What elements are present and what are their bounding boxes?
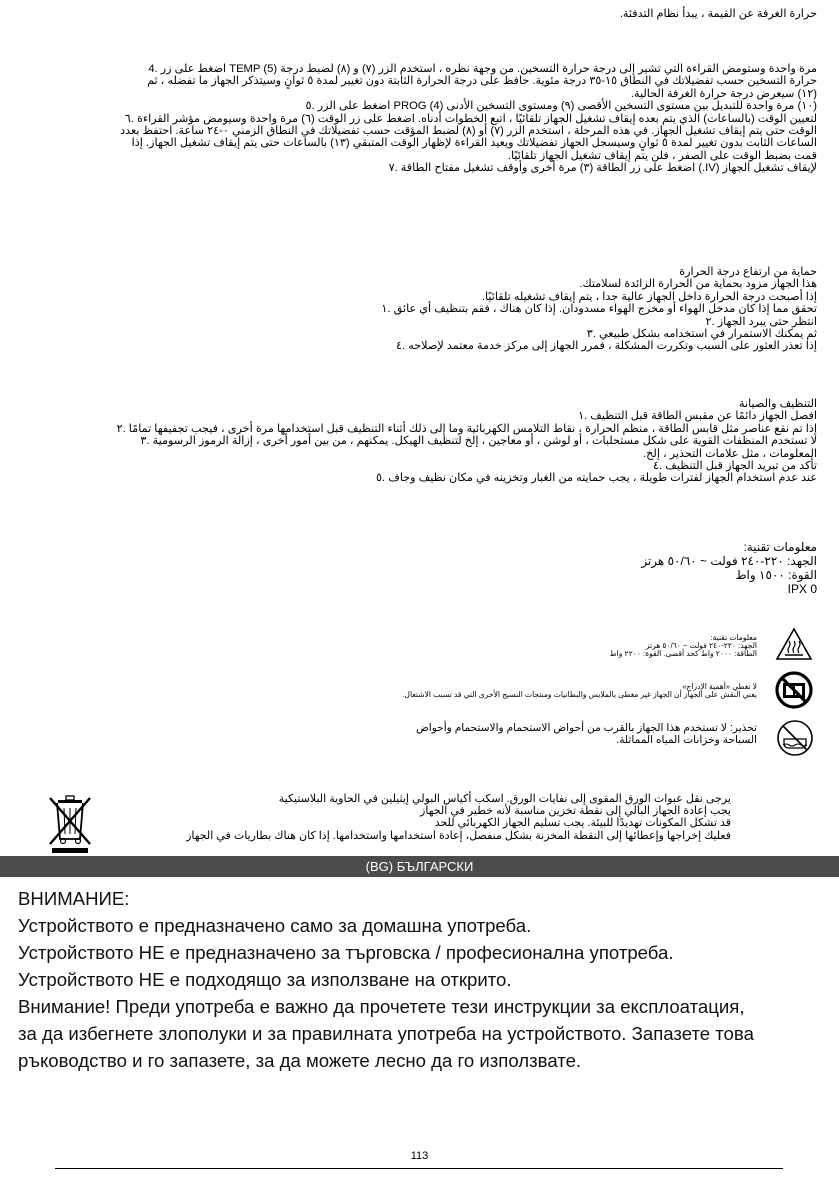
overheat-line: انتظر حتى يبرد الجهاز .٢ (705, 315, 817, 328)
overheat-section (381, 266, 817, 353)
overheat-line: تحقق مما إذا كان مدخل الهواء أو مخرج الهواء مسدودان. إذا كان هناك ، فقم بتنظيف أي عائق .١ (381, 303, 817, 316)
bg-line: Внимание! Преди употреба е важно да прочетете тези инструкции за експлоатация, (18, 996, 745, 1017)
bg-warning-heading: ВНИМАНИЕ: (18, 888, 130, 909)
footer-divider (55, 1168, 783, 1169)
hot-surface-icon (774, 626, 814, 667)
cleaning-line: لا تستخدم المنظفات القوية على شكل مستحلبات ، أو لوشن ، أو معاجين ، إلخ لتنظيف الهيكل. يمكنهم ، من بين أمور أخرى ، إزالة الرموز الرسومية .٣ (140, 435, 817, 448)
bg-line: ръководство и го запазете, за да можете лесно да го използвате. (18, 1050, 582, 1071)
do-not-cover-note (402, 683, 757, 699)
do-not-cover-icon (774, 671, 814, 714)
hot-surface-note (610, 634, 757, 659)
bath-note-line: السباحة وخزانات المياه المماثلة. (616, 734, 757, 746)
cover-note-line: لا تغطي «أهمية الإدراج» (682, 682, 757, 691)
tech-info (641, 540, 817, 596)
overheat-line: إذا تعذر العثور على السبب وتكررت المشكلة ، فمرر الجهاز إلى مركز خدمة معتمد لإصلاحه .٤ (396, 340, 817, 353)
no-bath-icon (775, 719, 815, 762)
cleaning-line: عند عدم استخدام الجهاز لفترات طويلة ، يجب حمايته من الغبار وتخزينه في مكان نظيف وجاف .٥ (376, 472, 817, 485)
language-banner: (BG) БЪЛГАРСКИ (0, 856, 839, 877)
intro-line: حرارة الغرفة عن القيمة ، يبدأ نظام التدفئة. (619, 8, 817, 20)
step-line: حرارة التسخين حسب تفضيلاتك في النطاق ١٥-٣٥ درجة مئوية. حافظ على درجة الحرارة الثابتة دون تغيير لمدة ٥ ثوانٍ وسيتذكر الجهاز ما تفضله ، ثم (147, 75, 817, 88)
hot-note-line: الجهد: ٢٢٠-٢٤٠ فولت ~ ٥٠/٦٠ هرتز (645, 641, 757, 651)
bg-line: Устройството е предназначено само за домашна употреба. (18, 915, 532, 936)
section-heading: التنظيف والصيانة (738, 398, 817, 410)
tech-power: القوة: ١٥٠٠ واط (735, 568, 817, 582)
section-heading: حماية من ارتفاع درجة الحرارة (679, 266, 817, 278)
hot-note-line: الطاقة: ٢٠٠٠ واط كحد أقصى. القوة: ٢٢٠٠ واط (609, 649, 757, 659)
step-line: الوقت حتى يتم إيقاف تشغيل الجهاز. في هذه المرحلة ، استخدم الزر (٧) أو (٨) لضبط المؤقت حسب تفضيلاتك في النطاق الزمني ٠-٢٤ ساعة. احتفظ بعدد (120, 125, 817, 138)
steps-block (120, 63, 817, 175)
recycle-line: يجب إعادة الجهاز البالي إلى نقطة تخزين مناسبة لأنه خطير في الجهاز (420, 805, 731, 818)
recycle-line: قد تشكل المكونات تهديدًا للبيئة. يجب تسليم الجهاز الكهربائي للحد (434, 817, 731, 830)
weee-bin-icon (44, 792, 96, 859)
tech-voltage: الجهد: ٢٢٠-٢٤٠ فولت ~ ٥٠/٦٠ هرتز (641, 554, 817, 568)
tech-ipx: IPX 0 (787, 582, 817, 596)
tech-heading: معلومات تقنية: (743, 540, 817, 554)
bath-note-line: تحذير: لا تستخدم هذا الجهاز بالقرب من أحواض الاستحمام والاستحمام وأحواض (415, 722, 757, 734)
hot-note-line: معلومات تقنية: (710, 633, 757, 642)
bg-line: за да избегнете злополуки и за правилната употреба на устройството. Запазете това (18, 1023, 754, 1044)
step-line: الساعات الثابت بدون تغيير لمدة ٥ ثوانٍ وسيسجل الجهاز تفضيلاتك ويعيد القراءة لإظهار الوقت المتبقي (١٣) بالساعات حتى يتم إيقاف تشغيل الجهاز. إذا (131, 137, 817, 150)
step-line: لتعيين الوقت (بالساعات) الذي يتم بعده إيقاف تشغيل الجهاز تلقائيًا ، اتبع الخطوات أدناه. اضغط على زر الوقت (٦) مرة واحدة وسيومض مؤشر القراءة .٦ (124, 112, 817, 125)
cleaning-line: تأكد من تبريد الجهاز قبل التنظيف .٤ (653, 460, 817, 473)
recycling-text (186, 793, 731, 842)
cleaning-line: افصل الجهاز دائمًا عن مقبس الطاقة قبل التنظيف .١ (578, 410, 817, 423)
cover-note-line: يعني النقش على الجهاز أن الجهاز غير مغطى بالملابس والبطانيات ومنتجات النسيج الأخرى التي قد تسبب الاشتعال. (402, 690, 757, 700)
step-line: قمت بضبط الوقت على الصفر ، فلن يتم إيقاف تشغيل الجهاز تلقائيًا. (507, 149, 817, 162)
step-line: مرة واحدة وستومض القراءة التي تشير إلى درجة حرارة التسخين. من وجهة نظره ، استخدم الزر (٧) و (٨) لضبط درجة (5) TEMP اضغط على زر .4 (148, 63, 817, 75)
no-bath-note (416, 722, 757, 746)
recycle-line: يرجى نقل عبوات الورق المقوى إلى نفايات الورق. اسكب أكياس البولي إيثيلين في الحاوية البلاستيكية (278, 793, 731, 805)
step-line: (١٢) سيعرض درجة حرارة الغرفة الحالية. (630, 87, 817, 100)
step-line: لإيقاف تشغيل الجهاز (IV.) اضغط على زر الطاقة (٣) مرة أخرى وأوقف تشغيل مفتاح الطاقة .٧ (388, 162, 817, 175)
page-number: 113 (410, 1150, 429, 1162)
cleaning-line: المعلومات ، مثل علامات التحذير ، إلخ. (643, 447, 817, 460)
bg-line: Устройството НЕ е подходящо за използване на открито. (18, 969, 512, 990)
overheat-line: هذا الجهاز مزود بحماية من الحرارة الزائدة لسلامتك. (579, 278, 817, 291)
overheat-line: إذا أصبحت درجة الحرارة داخل الجهاز عالية جدا ، يتم إيقاف تشغيله تلقائيًا. (481, 290, 817, 303)
bg-line: Устройството НЕ е предназначено за търговска / професионална употреба. (18, 942, 674, 963)
step-line: (١٠) مرة واحدة للتبديل بين مستوى التسخين الأقصى (٩) ومستوى التسخين الأدنى (4) PROG اضغط على الزر .٥ (305, 100, 817, 113)
overheat-line: ثم يمكنك الاستمرار في استخدامه بشكل طبيعي .٣ (586, 328, 817, 341)
recycle-line: فعليك إخراجها وإعطائها إلى النقطة المخزنة بشكل منفصل، إعادة استخدامها واستخدامها. إذا كان هناك بطاريات في الجهاز (186, 829, 731, 842)
cleaning-line: إذا تم نقع عناصر مثل قابس الطاقة ، منظم الحرارة ، نقاط التلامس الكهربائية وما إلى ذلك أثناء التنظيف قبل استخدامها مرة أخرى ، فيجب تجفيفها تمامًا .٢ (116, 422, 817, 435)
cleaning-section (117, 398, 817, 485)
